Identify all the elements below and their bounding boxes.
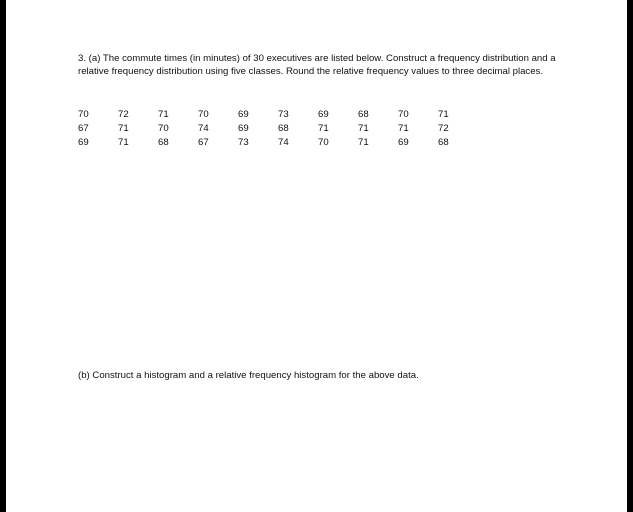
table-cell: 68 (438, 137, 449, 148)
table-cell: 67 (78, 123, 89, 134)
table-cell: 71 (318, 123, 329, 134)
table-row (78, 123, 478, 137)
table-cell: 71 (398, 123, 409, 134)
table-cell: 71 (438, 109, 449, 120)
table-cell: 74 (198, 123, 209, 134)
table-cell: 68 (278, 123, 289, 134)
table-cell: 72 (438, 123, 449, 134)
table-cell: 68 (358, 109, 369, 120)
table-cell: 70 (78, 109, 89, 120)
table-cell: 70 (398, 109, 409, 120)
table-cell: 70 (198, 109, 209, 120)
table-cell: 69 (398, 137, 409, 148)
table-cell: 69 (318, 109, 329, 120)
table-cell: 71 (358, 123, 369, 134)
table-cell: 71 (118, 137, 129, 148)
table-cell: 71 (118, 123, 129, 134)
table-cell: 68 (158, 137, 169, 148)
commute-times-table (78, 109, 478, 151)
table-cell: 71 (358, 137, 369, 148)
table-cell: 71 (158, 109, 169, 120)
table-cell: 73 (238, 137, 249, 148)
table-row (78, 137, 478, 151)
table-row (78, 109, 478, 123)
table-cell: 69 (238, 123, 249, 134)
table-cell: 69 (78, 137, 89, 148)
question-part-a: 3. (a) The commute times (in minutes) of 30 executives are listed below. Construct a frequency distribution and a relative frequency distribution using five classes. Round the relative frequency values to three decimal places. (78, 53, 556, 77)
table-cell: 73 (278, 109, 289, 120)
table-cell: 69 (238, 109, 249, 120)
table-cell: 74 (278, 137, 289, 148)
table-cell: 70 (318, 137, 329, 148)
question-part-b: (b) Construct a histogram and a relative frequency histogram for the above data. (78, 370, 419, 381)
table-cell: 72 (118, 109, 129, 120)
table-cell: 67 (198, 137, 209, 148)
document-page (6, 0, 627, 512)
table-cell: 70 (158, 123, 169, 134)
